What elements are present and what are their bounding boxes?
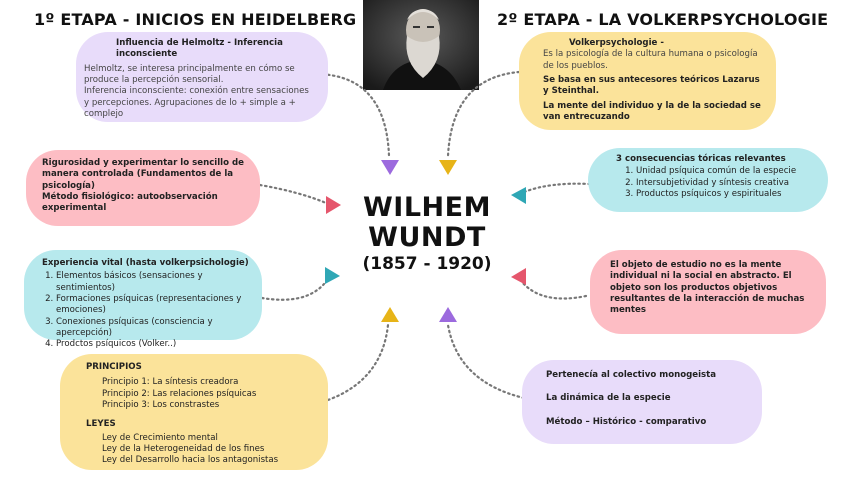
title-years: (1857 - 1920) <box>362 254 492 274</box>
connector-rigurosidad <box>260 185 326 203</box>
heading-first-stage: 1º ETAPA - INICIOS EN HEIDELBERG <box>34 10 357 29</box>
principio-item: Principio 2: Las relaciones psíquicas <box>102 388 257 399</box>
volker-text-2: Se basa en sus antecesores teóricos Lazarus y Steinthal. <box>543 75 760 97</box>
volker-text-1: Es la psicología de la cultura humana o psicología de los pueblos. <box>543 49 758 71</box>
arrow-right-pink-icon <box>326 196 341 214</box>
experiencia-item: 2. Formaciones psíquicas (representaciones y emociones) <box>56 294 252 317</box>
connector-consecuencias <box>524 184 590 192</box>
pertenencia-text-2: La dinámica de la especie <box>546 393 671 404</box>
arrow-up-purple-icon <box>439 307 457 322</box>
volker-text-3: La mente del individuo y la de la sociedad se van entrecuzando <box>543 100 761 123</box>
leyes-title: LEYES <box>86 419 116 430</box>
arrow-up-yellow-icon <box>381 307 399 322</box>
principio-item: Principio 1: La síntesis creadora <box>102 377 239 388</box>
arrow-right-teal-icon <box>325 267 340 284</box>
card-principios <box>60 354 328 470</box>
rigurosidad-text-1: Rigurosidad y experimentar lo sencillo de manera controlada (Fundamentos de la psicología) <box>42 158 245 191</box>
helmoltz-title: Influencia de Helmoltz - Inferencia inconsciente <box>116 38 283 60</box>
title-last-name: WUNDT <box>368 222 486 253</box>
card-objeto-estudio <box>590 250 826 334</box>
experiencia-item: 3. Conexiones psíquicas (consciencia y apercepción) <box>56 317 252 340</box>
arrow-left-teal-icon <box>511 187 526 204</box>
connector-principios <box>328 325 388 400</box>
consecuencia-item: 3. Productos psíquicos y espirituales <box>636 189 818 200</box>
consecuencia-item: 1. Unidad psíquica común de la especie <box>636 166 818 177</box>
connector-volker <box>448 72 519 156</box>
ley-item: Ley del Desarrollo hacia los antagonistas <box>102 455 279 466</box>
helmoltz-text-2: Inferencia inconsciente: conexión entre sensaciones y percepciones. Agrupaciones de lo + simple a + complejo <box>84 86 309 120</box>
consecuencia-item: 2. Intersubjetividad y síntesis creativa <box>636 178 818 189</box>
card-volkerpsychologie <box>519 32 776 130</box>
pertenencia-text-3: Método – Histórico - comparativo <box>546 416 707 427</box>
experiencia-list <box>42 271 252 350</box>
objeto-text: El objeto de estudio no es la mente individual ni la social en abstracto. El objeto son los productos objetivos resultantes de la interacción de muchas mentes <box>610 260 805 316</box>
experiencia-title: Experiencia vital (hasta volkerpsichologie) <box>42 258 249 268</box>
experiencia-item: 1. Elementos básicos (sensaciones y sentimientos) <box>56 271 252 294</box>
volker-title: Volkerpsychologie - <box>569 38 664 48</box>
rigurosidad-text-2: Método fisiológico: autoobservación experimental <box>42 192 218 214</box>
arrow-down-yellow-icon <box>439 160 457 175</box>
pertenencia-text-1: Pertenecía al colectivo monogeista <box>546 370 717 380</box>
heading-second-stage: 2º ETAPA - LA VOLKERPSYCHOLOGIE <box>497 10 829 29</box>
connector-pertenencia <box>448 325 524 398</box>
arrow-left-pink-icon <box>511 268 526 285</box>
principio-item: Principio 3: Los constrastes <box>102 400 220 411</box>
connector-objeto <box>522 282 586 299</box>
center-title <box>352 193 502 275</box>
experiencia-item: 4. Prodctos psíquicos (Volker..) <box>56 339 252 350</box>
arrow-down-purple-icon <box>381 160 399 175</box>
consecuencias-title: 3 consecuencias tóricas relevantes <box>616 154 786 164</box>
card-experiencia <box>24 250 262 350</box>
connector-experiencia <box>262 284 324 300</box>
card-pertenencia <box>522 360 762 444</box>
card-consecuencias <box>588 148 828 212</box>
ley-item: Ley de la Heterogeneidad de los fines <box>102 444 265 455</box>
card-helmoltz <box>76 32 328 122</box>
connector-helmoltz <box>318 74 389 156</box>
helmoltz-text-1: Helmoltz, se interesa principalmente en cómo se produce la percepción sensorial. <box>84 63 295 86</box>
card-rigurosidad <box>26 150 260 226</box>
consecuencias-list <box>616 166 818 200</box>
title-first-name: WILHEM <box>363 192 491 223</box>
ley-item: Ley de Crecimiento mental <box>102 432 218 443</box>
principios-title: PRINCIPIOS <box>86 362 142 372</box>
